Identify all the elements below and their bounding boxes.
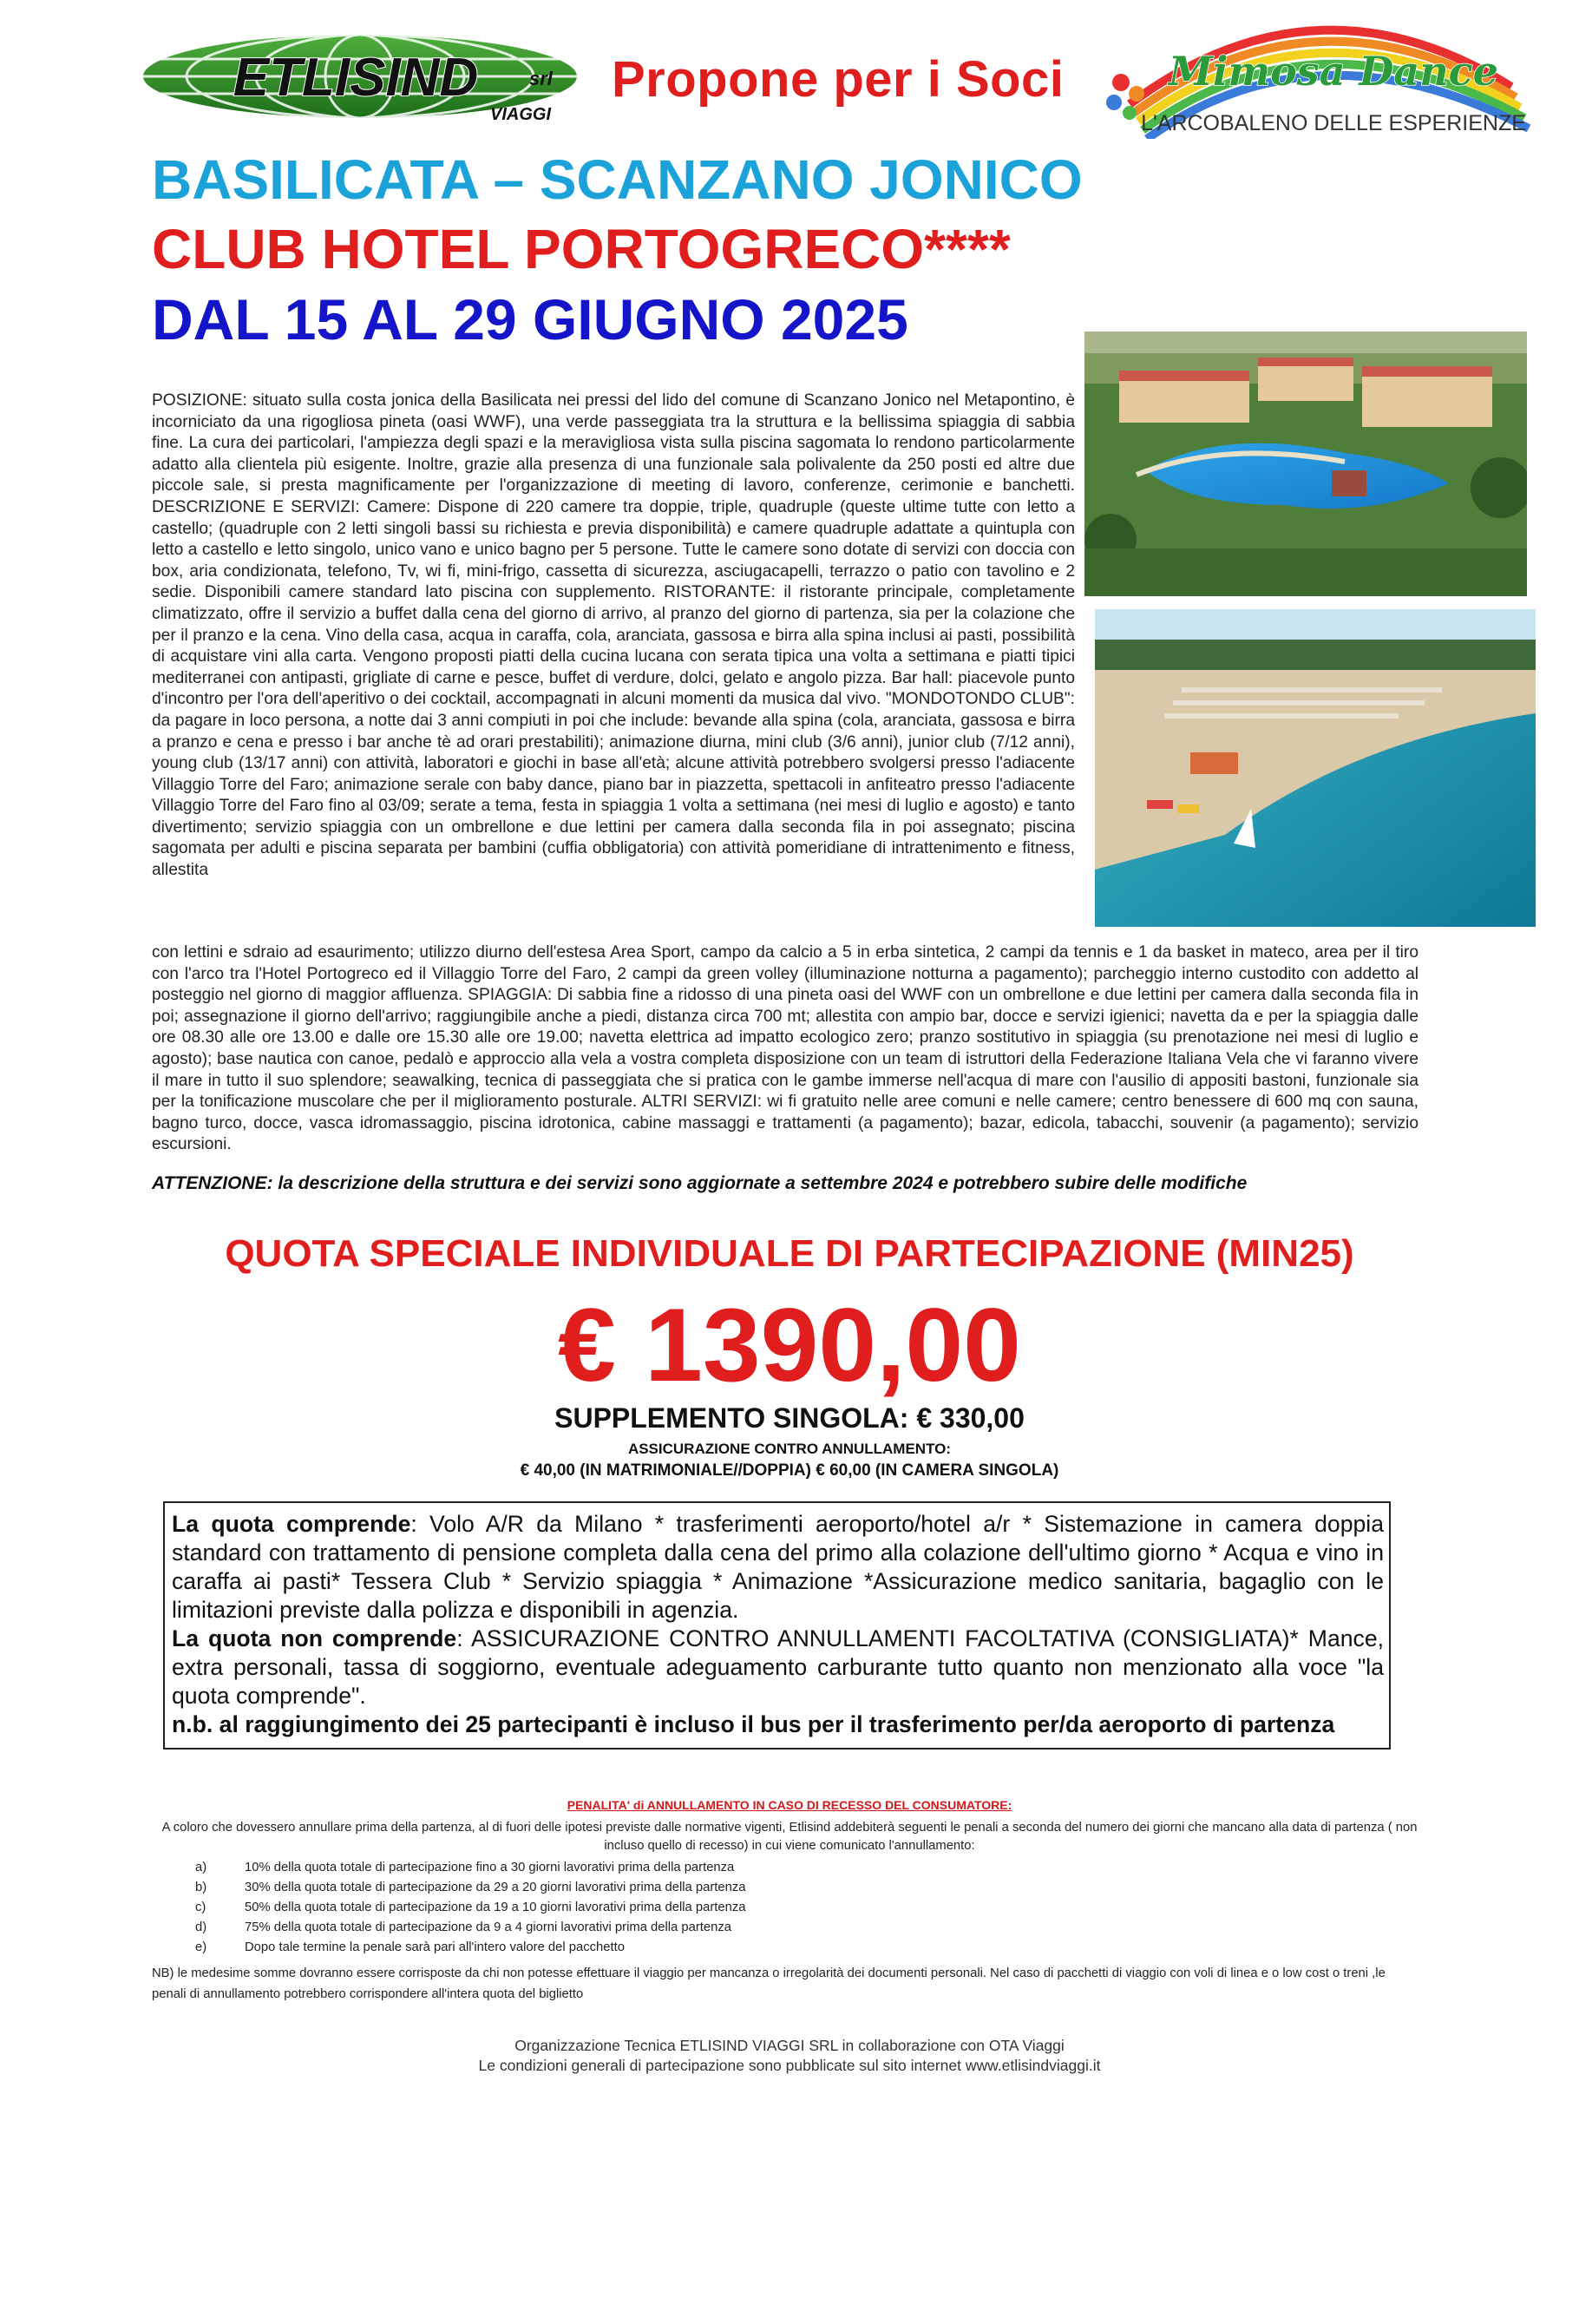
title-location: BASILICATA – SCANZANO JONICO bbox=[152, 148, 1083, 211]
hotel-aerial-photo bbox=[1084, 332, 1527, 596]
excludes-label: La quota non comprende bbox=[172, 1625, 457, 1651]
bus-note: n.b. al raggiungimento dei 25 partecipanti è incluso il bus per il trasferimento per/da aeroporto di partenza bbox=[172, 1711, 1335, 1737]
includes-paragraph bbox=[172, 1510, 1384, 1625]
logo-left-text: ETLISIND bbox=[233, 48, 479, 108]
title-hotel: CLUB HOTEL PORTOGRECO**** bbox=[152, 218, 1011, 280]
insurance-values: € 40,00 (IN MATRIMONIALE//DOPPIA) € 60,00 (IN CAMERA SINGOLA) bbox=[520, 1461, 1059, 1480]
description-text-upper: POSIZIONE: situato sulla costa jonica della Basilicata nei pressi del lido del comune di Scanzano Jonico nel Metapontino, è incorniciato da una rigogliosa pineta (oasi WWF), una verde passeggiata tra la struttura e la bellissima spiaggia di sabbia fine. La cura dei particolari, l'ampiezza degli spazi e la meravigliosa vista sulla piscina sagomata lo rendono particolarmente adatto alla clientela più esigente. Inoltre, grazie alla presenza di una funzionale sala polivalente da 250 posti ed altre due piccole sale, si presta magnificamente per l'organizzazione di meeting di lavoro, conferenze, cerimonie e banchetti. DESCRIZIONE E SERVIZI: Camere: Dispone di 220 camere tra doppie, triple, quadruple (queste ultime tutte con letto a castello; (quadruple con 2 letti singoli bassi su richiesta e previa disponibilità) e camere quadruple adattate a quintupla con letto a castello e letto singolo, unico vano e unico bagno per 5 persone. Tutte le camere sono dotate di servizi con doccia con box, aria condizionata, telefono, Tv, wi fi, mini-frigo, cassetta di sicurezza, asciugacapelli, terrazzo o patio con tavolino e 2 sedie. Disponibili camere standard lato piscina con supplemento. RISTORANTE: il ristorante principale, completamente climatizzato, offre il servizio a buffet dalla cena del giorno di arrivo, al pranzo del giorno di partenza, sia per la colazione che per il pranzo e la cena. Vino della casa, acqua in caraffa, cola, aranciata, gassosa e birra alla spina inclusi ai pasti, possibilità di acquistare vini alla carta. Vengono proposti piatti della cucina lucana con serata tipica una volta a settimana e piatti tipici mediterranei con antipasti, grigliate di carne e pesce, buffet di verdure, dolci, gelato e angolo pizza. Bar hall: piacevole punto d'incontro per l'ora dell'aperitivo o dei cocktail, accompagnati in alcuni momenti da musica dal vivo. "MONDOTONDO CLUB": da pagare in loco persona, a notte dai 3 anni compiuti in poi che include: bevande alla spina (cola, aranciata, gassosa e birra a pranzo e cena e presso i bar anche tè ad orari prestabiliti); animazione diurna, mini club (3/6 anni), junior club (7/12 anni), young club (13/17 anni) con attività, laboratori e giochi in base all'età; alcune attività potrebbero svolgersi presso l'adiacente Villaggio Torre del Faro; animazione serale con baby dance, piano bar in piazzetta, spettacoli in anfiteatro presso l'adiacente Villaggio Torre del Faro fino al 03/09; serate a tema, festa in spiaggia 1 volta a settimana (nei mesi di luglio e agosto) e tanto divertimento; servizio spiaggia con un ombrellone e due lettini per camera dalla seconda fila in poi assegnato; piscina sagomata per adulti e piscina separata per bambini (cuffia obbligatoria) con attività pomeridiane di intrattenimento e fitness, allestita bbox=[152, 391, 1075, 880]
penalty-item: b) 30% della quota totale di partecipazione da 29 a 20 giorni lavorativi prima della partenza bbox=[195, 1881, 746, 1894]
logo-right-text: Mimosa Dance bbox=[1169, 48, 1498, 95]
penalties-intro: A coloro che dovessero annullare prima della partenza, al di fuori delle ipotesi previste dalle normative vigenti, Etlisind addebiterà seguenti le penali a seconda del numero dei giorni che mancano alla data di partenza ( non incluso quello di recesso) in cui viene comunicato l'annullamento: bbox=[161, 1821, 1418, 1853]
penalty-item: e) Dopo tale termine la penale sarà pari all'intero valore del pacchetto bbox=[195, 1940, 625, 1954]
excludes-text: : ASSICURAZIONE CONTRO ANNULLAMENTI FACOLTATIVA (CONSIGLIATA)* Mance, extra personali, tassa di soggiorno, eventuale adeguamento carburante tutto quanto non menzionato alla voce "la quota comprende". bbox=[172, 1625, 1384, 1709]
attention-note: ATTENZIONE: la descrizione della struttura e dei servizi sono aggiornate a settembre 2024 e potrebbero subire delle modifiche bbox=[152, 1173, 1248, 1193]
includes-text: : Volo A/R da Milano * trasferimenti aeroporto/hotel a/r * Sistemazione in camera doppia standard con trattamento di pensione completa dalla cena del primo alla colazione dell'ultimo giorno * Acqua e vino in caraffa ai pasti* Tessera Club * Servizio spiaggia * Animazione *Assicurazione medico sanitaria, bagaglio con le limitazioni previste dalla polizza e disponibili in agenzia. bbox=[172, 1511, 1384, 1623]
price: € 1390,00 bbox=[558, 1287, 1021, 1403]
penalty-item: d) 75% della quota totale di partecipazione da 9 a 4 giorni lavorativi prima della partenza bbox=[195, 1920, 731, 1934]
logo-right-sub: L'ARCOBALENO DELLE ESPERIENZE bbox=[1141, 111, 1526, 135]
beach-photo bbox=[1095, 609, 1536, 927]
footer-organization: Organizzazione Tecnica ETLISIND VIAGGI SRL in collaborazione con OTA Viaggi bbox=[514, 2037, 1065, 2054]
includes-label: La quota comprende bbox=[172, 1511, 411, 1537]
includes-box bbox=[163, 1501, 1391, 1750]
title-dates: DAL 15 AL 29 GIUGNO 2025 bbox=[152, 287, 908, 351]
description-text-lower: con lettini e sdraio ad esaurimento; utilizzo diurno dell'estesa Area Sport, campo da calcio a 5 in erba sintetica, 2 campi da tennis e 1 da basket in mateco, area per il tiro con l'arco tra l'Hotel Portogreco ed il Villaggio Torre del Faro, 2 campi da green volley (illuminazione notturna a pagamento); parcheggio interno custodito con addetto al posteggio nel giorno di maggior affluenza. SPIAGGIA: Di sabbia fine a ridosso di una pineta oasi del WWF con un ombrellone e due lettini per camera dalla seconda fila in poi; assegnazione il giorno dell'arrivo; raggiungibile anche a piedi, distanza circa 700 mt; allestita con ampio bar, docce e servizi igienici; navetta da e per la spiaggia dalle ore 08.30 alle ore 13.00 e dalle ore 15.30 alle ore 19.00; navetta elettrica ad impatto ecologico zero; pranzo sostitutivo in spiaggia (su prenotazione nei mesi di luglio e agosto); base nautica con canoe, pedalò e approccio alla vela a vostra completa disposizione con un team di istruttori della Federazione Italiana Vela che vi faranno vivere il mare in tutto il suo splendore; seawalking, tecnica di passeggiata che si pratica con le gambe immerse nell'acqua di mare con l'ausilio di appositi bastoni, funzionale sia per la tonificazione muscolare che per il miglioramento posturale. ALTRI SERVIZI: wi fi gratuito nelle aree comuni e nelle camere; centro benessere di 600 mq con sauna, bagno turco, docce, vasca idromassaggio, piscina idrotonica, cabine massaggi e trattamenti (a pagamento); bazar, edicola, tabacchi, souvenir (a pagamento); servizio escursioni. bbox=[152, 943, 1418, 1154]
etlisind-logo bbox=[139, 33, 581, 128]
insurance-title: ASSICURAZIONE CONTRO ANNULLAMENTO: bbox=[627, 1441, 952, 1457]
mimosa-dance-logo bbox=[1095, 0, 1537, 139]
logo-left-suffix: srl bbox=[529, 68, 553, 89]
excludes-paragraph bbox=[172, 1625, 1384, 1710]
logo-left-sub: VIAGGI bbox=[490, 105, 552, 124]
quota-title: QUOTA SPECIALE INDIVIDUALE DI PARTECIPAZIONE (MIN25) bbox=[225, 1232, 1354, 1275]
penalties-title: PENALITA' di ANNULLAMENTO IN CASO DI RECESSO DEL CONSUMATORE: bbox=[567, 1798, 1012, 1812]
penalty-item: a) 10% della quota totale di partecipazione fino a 30 giorni lavorativi prima della partenza bbox=[195, 1861, 735, 1874]
footer-conditions: Le condizioni generali di partecipazione sono pubblicate sul sito internet www.etlisindviaggi.it bbox=[478, 2057, 1101, 2074]
penalties-note: NB) le medesime somme dovranno essere corrisposte da chi non potesse effettuare il viaggio per mancanza o irregolarità dei documenti personali. Nel caso di pacchetti di viaggio con voli di linea e o low cost o treni ,le penali di annullamento potrebbero corrispondere all'intera quota del biglietto bbox=[152, 1966, 1386, 2001]
penalty-item: c) 50% della quota totale di partecipazione da 19 a 10 giorni lavorativi prima della partenza bbox=[195, 1901, 746, 1914]
propone-heading: Propone per i Soci bbox=[612, 51, 1065, 108]
single-supplement: SUPPLEMENTO SINGOLA: € 330,00 bbox=[554, 1402, 1025, 1434]
